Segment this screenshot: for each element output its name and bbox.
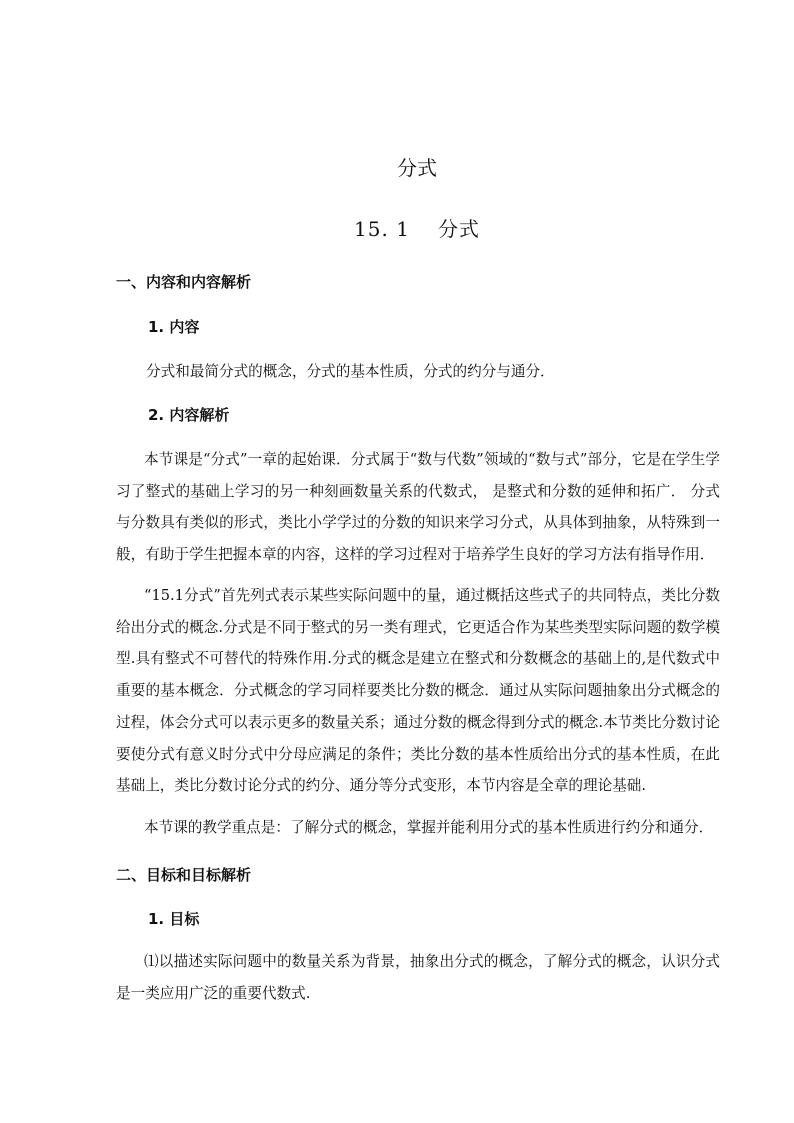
section-number: 15. 1 <box>354 217 410 241</box>
document-title: 分式 <box>397 156 437 180</box>
subheading-content-analysis: 2. 内容解析 <box>148 406 230 424</box>
content-text: 分式和最简分式的概念，分式的基本性质，分式的约分与通分． <box>146 363 555 380</box>
analysis-paragraph-1: 本节课是“分式”一章的起始课．分式属于“数与代数”领域的“数与式”部分，它是在学生学习了整式的基础上学习的另一种刻画数量关系的代数式， 是整式和分数的延伸和拓广． 分式与分数具有类似的形式，类比小学学过的分数的知识来学习分式，从具体到抽象，从特殊到一般，有助于学生把握本章的内容，这样的学习过程对于培养学生良好的学习方法有指导作用． <box>116 451 720 564</box>
heading-goals-analysis: 二、目标和目标解析 <box>116 866 252 884</box>
goal-item-1: ⑴以描述实际问题中的数量关系为背景，抽象出分式的概念，了解分式的概念，认识分式是一类应用广泛的重要代数式. <box>116 953 720 1002</box>
section-title <box>0 213 794 242</box>
subheading-goals: 1. 目标 <box>148 910 200 928</box>
subheading-content: 1. 内容 <box>148 318 200 336</box>
section-name: 分式 <box>437 217 480 241</box>
heading-content-analysis: 一、内容和内容解析 <box>116 273 252 291</box>
teaching-focus-paragraph: 本节课的教学重点是：了解分式的概念，掌握并能利用分式的基本性质进行约分和通分． <box>144 819 714 836</box>
analysis-paragraph-2: “15.1分式”首先列式表示某些实际问题中的量，通过概括这些式子的共同特点，类比分数给出分式的概念.分式是不同于整式的另一类有理式，它更适合作为某些类型实际问题的数学模型.具有整式不可替代的特殊作用.分式的概念是建立在整式和分数概念的基础上的,是代数式中重要的基本概念．分式概念的学习同样要类比分数的概念．通过从实际问题抽象出分式概念的过程，体会分式可以表示更多的数量关系；通过分数的概念得到分式的概念.本节类比分数讨论要使分式有意义时分式中分母应满足的条件；类比分数的基本性质给出分式的基本性质，在此基础上，类比分数讨论分式的约分、通分等分式变形，本节内容是全章的理论基础. <box>116 587 720 795</box>
